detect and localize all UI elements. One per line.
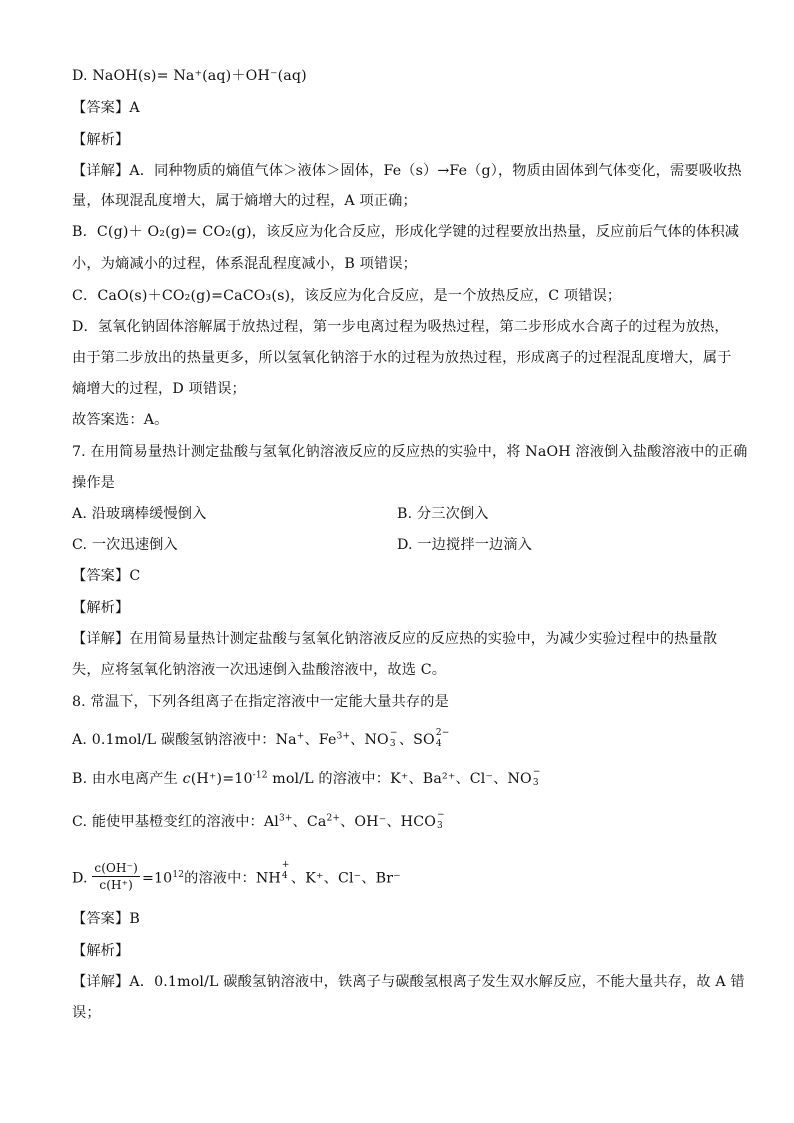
ion-script <box>281 862 291 882</box>
conclusion-line: 故答案选：A。 <box>72 412 169 428</box>
subscript: 3 <box>437 821 443 831</box>
ion-script <box>532 769 542 789</box>
question-7-option-b: B. 分三次倒入 <box>397 506 489 522</box>
concentration-symbol: c <box>182 771 191 787</box>
option-text: A. 0.1mol/L 碳酸氢钠溶液中：Na <box>72 732 297 748</box>
option-text: 、OH⁻、HCO <box>340 814 436 830</box>
question-7-stem: 7. 在用简易量热计测定盐酸与氢氧化钠溶液反应的反应热的实验中，将 NaOH 溶液倒入盐酸溶液中的正确 <box>72 444 748 460</box>
charge: 2+ <box>326 813 341 824</box>
option-text: D. <box>72 870 93 887</box>
explanation-line: 【详解】A．同种物质的熵值气体＞液体＞固体，Fe（s）→Fe（g），物质由固体到气体变化，需要吸收热 <box>72 163 742 179</box>
answer-label: 【答案】A <box>72 100 140 116</box>
concentration-fraction <box>92 860 140 893</box>
explanation-line: 小，为熵减小的过程，体系混乱程度减小，B 项错误； <box>72 256 417 272</box>
option-text: 、K⁺、Cl⁻、Br⁻ <box>290 870 401 887</box>
answer-label: 【答案】C <box>72 568 141 584</box>
fraction-denominator: c(H⁺) <box>99 878 133 892</box>
subscript: 4 <box>281 871 288 881</box>
option-text: mol/L 的溶液中：K⁺、Ba²⁺、Cl⁻、NO <box>267 771 532 787</box>
option-text: =10 <box>141 870 173 887</box>
explanation-line: 量，体现混乱度增大，属于熵增大的过程，A 项正确； <box>72 193 417 209</box>
question-7-stem: 操作是 <box>72 475 116 491</box>
ion-script <box>435 730 449 750</box>
option-text: C. 能使甲基橙变红的溶液中：Al <box>72 814 279 830</box>
analysis-label: 【解析】 <box>72 132 130 148</box>
charge: 3+ <box>336 731 351 742</box>
charge: + <box>281 860 290 870</box>
subscript: 4 <box>435 739 442 749</box>
option-text: (H⁺)=10 <box>190 771 253 787</box>
explanation-line: 【详解】在用简易量热计测定盐酸与氢氧化钠溶液反应的反应热的实验中，为减少实验过程中的热量散 <box>72 631 718 647</box>
explanation-line: C．CaO(s)＋CO₂(g)=CaCO₃(s)，该反应为化合反应，是一个放热反应，C 项错误； <box>72 288 622 304</box>
charge: 2− <box>435 728 450 738</box>
charge: 3+ <box>278 813 293 824</box>
option-text: B. 由水电离产生 <box>72 771 183 787</box>
question-7-option-d: D. 一边搅拌一边滴入 <box>397 537 533 553</box>
question-8-option-a <box>72 730 449 750</box>
explanation-line: D．氢氧化钠固体溶解属于放热过程，第一步电离过程为吸热过程，第二步形成水合离子的过程为放热， <box>72 319 729 335</box>
question-8-option-b <box>72 769 542 789</box>
question-8-stem: 8. 常温下，下列各组离子在指定溶液中一定能大量共存的是 <box>72 694 449 710</box>
subscript: 3 <box>389 739 396 749</box>
charge: − <box>389 728 398 738</box>
option-d-line: D. NaOH(s)= Na⁺(aq)＋OH⁻(aq) <box>72 68 307 84</box>
option-text: 、SO <box>398 732 435 748</box>
analysis-label: 【解析】 <box>72 600 130 616</box>
option-text: 的溶液中：NH <box>184 870 281 887</box>
charge: − <box>437 810 445 820</box>
question-8-option-d <box>72 862 401 895</box>
explanation-line: 误； <box>72 1005 101 1021</box>
explanation-line: 失，应将氢氧化钠溶液一次迅速倒入盐酸溶液中，故选 C。 <box>72 662 447 678</box>
exponent: -12 <box>252 770 268 781</box>
explanation-line: 由于第二步放出的热量更多，所以氢氧化钠溶于水的过程为放热过程，形成离子的过程混乱度增大，属于 <box>72 350 732 366</box>
option-text: 、NO <box>350 732 389 748</box>
answer-label: 【答案】B <box>72 911 140 927</box>
ion-script <box>436 812 446 832</box>
charge: + <box>296 731 305 742</box>
explanation-line: 【详解】A．0.1mol/L 碳酸氢钠溶液中，铁离子与碳酸氢根离子发生双水解反应，不能大量共存，故 A 错 <box>72 974 745 990</box>
fraction-numerator: c(OH⁻) <box>94 861 138 875</box>
question-8-option-c <box>72 812 446 832</box>
subscript: 3 <box>532 778 539 788</box>
exponent: 12 <box>172 869 185 880</box>
explanation-line: B．C(g)＋ O₂(g)= CO₂(g)，该反应为化合反应，形成化学键的过程要放出热量，反应前后气体的体积减 <box>72 224 740 240</box>
option-text: 、Ca <box>292 814 327 830</box>
question-7-option-a: A. 沿玻璃棒缓慢倒入 <box>72 506 207 522</box>
question-7-option-c: C. 一次迅速倒入 <box>72 537 178 553</box>
explanation-line: 熵增大的过程，D 项错误； <box>72 381 246 397</box>
charge: − <box>532 767 541 777</box>
option-text: 、Fe <box>304 732 337 748</box>
analysis-label: 【解析】 <box>72 943 130 959</box>
ion-script <box>389 730 399 750</box>
